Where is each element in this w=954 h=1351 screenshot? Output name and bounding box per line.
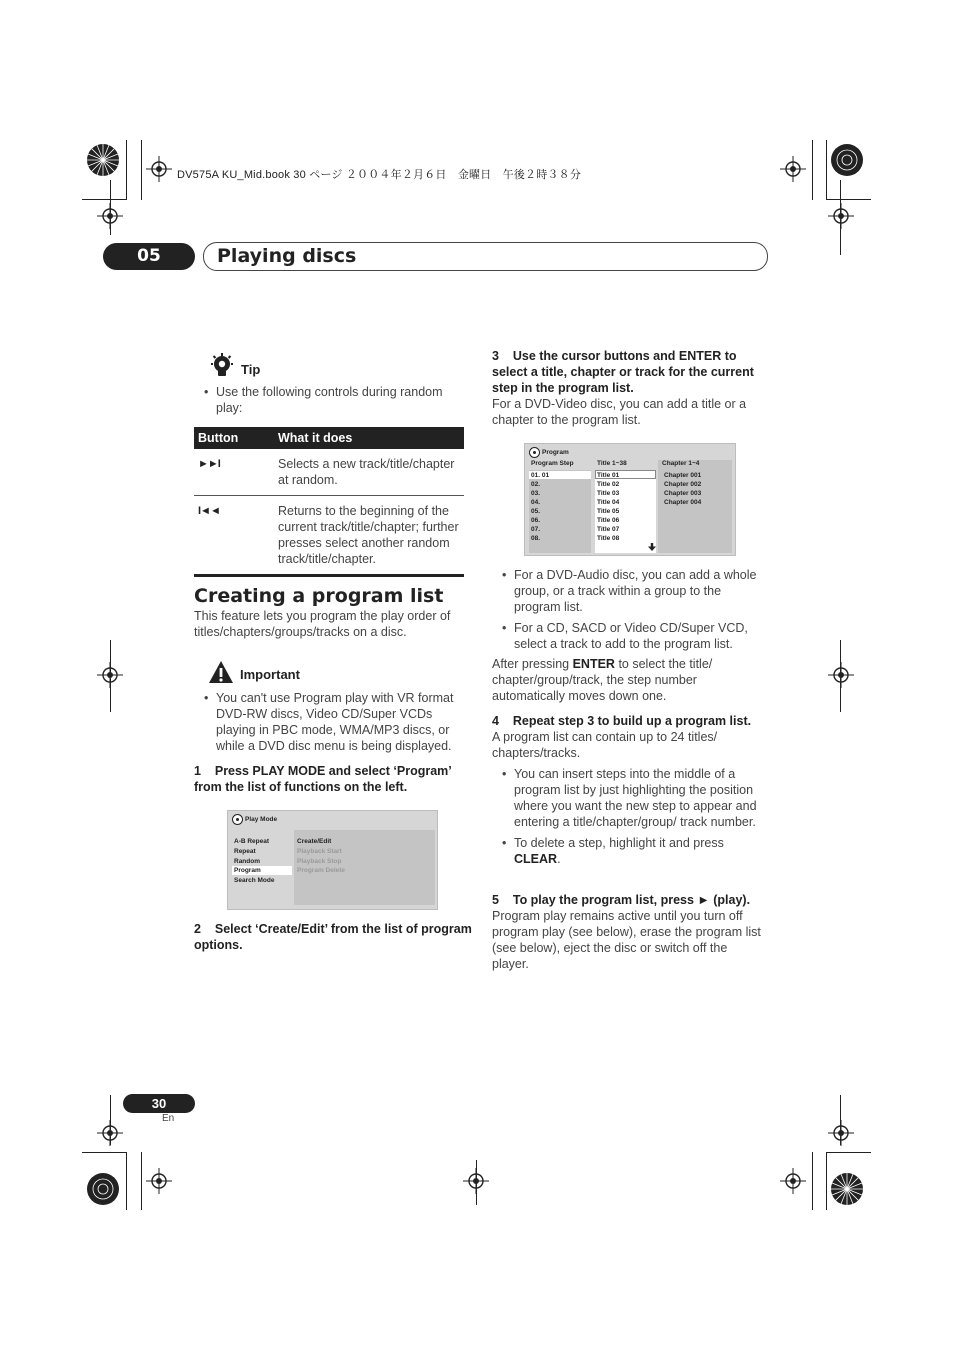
crosshair-icon [780,1168,806,1194]
table-header-button: Button [194,427,274,449]
random-controls-table [194,427,464,577]
program-step[interactable]: 03. [531,490,541,497]
step-number: 1 [194,764,201,778]
step-4 [492,713,772,729]
enter-key-label: ENTER [572,657,615,671]
title-item[interactable]: Title 08 [597,535,620,542]
tip-lightbulb-icon [209,353,235,379]
step-text: Press PLAY MODE and select ‘Program’ from the list of functions on the left. [194,764,452,794]
step-4-body: A program list can contain up to 24 titles/ chapters/tracks. [492,730,718,760]
disc-type-bullets [492,567,770,657]
program-step[interactable]: 07. [531,526,541,533]
crosshair-icon [97,662,123,688]
step-4-bullets [492,766,770,872]
clear-key-label: CLEAR [514,852,558,866]
step-5 [492,892,772,908]
step-number: 5 [492,893,499,907]
program-step[interactable]: 08. [531,535,541,542]
step-5-body: Program play remains active until you turn off program play (see below), erase the program list (see below), eject the disc or switch off the player. [492,909,761,971]
chapter-item[interactable]: Chapter 002 [664,481,702,488]
step-3 [492,348,767,396]
title-item[interactable]: Title 02 [597,481,620,488]
page-number: 30 [123,1094,195,1113]
language-code: En [162,1113,175,1124]
disc-icon [232,814,243,825]
previous-button-icon: I◄◄ [194,496,274,576]
program-screen [524,443,736,556]
crosshair-icon [97,203,123,229]
program-step[interactable]: 01. 01 [531,472,550,479]
step-number: 2 [194,922,201,936]
tip-list [194,384,469,421]
chapter-item[interactable]: Chapter 003 [664,490,702,497]
step-text: To play the program list, press ► (play). [512,893,751,907]
section-intro: This feature lets you program the play order of titles/chapters/groups/tracks on a disc. [194,609,451,639]
chapter-item[interactable]: Chapter 004 [664,499,702,506]
menu-item[interactable]: Random [234,858,260,865]
crosshair-icon [828,1120,854,1146]
menu-item[interactable]: Search Mode [234,877,275,884]
list-item: • For a CD, SACD or Video CD/Super VCD, select a track to add to the program list. [492,620,770,652]
chapter-number: 05 [103,243,195,270]
registration-sunburst-icon [830,1172,864,1206]
registration-sunburst-icon [86,143,120,177]
screen-title: Program [542,449,569,456]
chapter-title: Playing discs [217,245,357,267]
after-enter-text [492,656,767,704]
program-step[interactable]: 05. [531,508,541,515]
column-header: Chapter 1~4 [662,460,700,467]
crosshair-icon [780,156,806,182]
text-fragment: . [557,852,561,866]
crosshair-icon [97,1120,123,1146]
table-header-what: What it does [274,427,464,449]
program-step[interactable]: 04. [531,499,541,506]
title-item[interactable]: Title 07 [597,526,620,533]
program-step[interactable]: 06. [531,517,541,524]
list-item: • Use the following controls during random play: [194,384,469,416]
disc-icon [529,447,540,458]
scroll-down-arrow-icon [648,543,656,551]
menu-item-create-edit[interactable]: Create/Edit [297,838,332,845]
screen-title: Play Mode [245,816,278,823]
text-fragment: to select the title/ chapter/group/track, the step number automatically moves down one. [492,657,713,703]
next-button-icon: ►►I [194,449,274,496]
step-text: Repeat step 3 to build up a program list. [512,714,752,728]
title-item[interactable]: Title 04 [597,499,620,506]
chapter-title-bar [203,242,768,271]
list-item: • You can't use Program play with VR format DVD-RW discs, Video CD/Super VCDs playing in PBC mode, WMA/MP3 discs, or while a DVD disc menu is being displayed. [194,690,474,754]
table-row [194,449,464,496]
list-item: • You can insert steps into the middle of a program list by just highlighting the position where you want the new step to appear and entering a title/chapter/group/ track number. [492,766,770,830]
step-number: 3 [492,349,499,363]
registration-sunburst-icon [86,1172,120,1206]
crosshair-icon [146,156,172,182]
title-item[interactable]: Title 01 [597,472,620,479]
step-1 [194,763,474,795]
menu-item-program[interactable]: Program [234,867,261,874]
menu-item[interactable]: Repeat [234,848,256,855]
step-2 [194,921,474,953]
list-item [492,835,770,867]
crosshair-icon [828,662,854,688]
tip-label: Tip [241,362,261,377]
table-cell: Selects a new track/title/chapter at random. [274,449,464,496]
menu-item[interactable]: Playback Start [297,848,342,855]
step-3-body: For a DVD-Video disc, you can add a title or a chapter to the program list. [492,397,747,427]
step-number: 4 [492,714,499,728]
program-step[interactable]: 02. [531,481,541,488]
title-cursor [595,470,656,479]
menu-item[interactable]: A-B Repeat [234,838,270,845]
section-title: Creating a program list [194,585,444,607]
text-fragment: After pressing [492,657,573,671]
column-header: Program Step [531,460,574,467]
menu-item[interactable]: Program Delete [297,867,346,874]
menu-item[interactable]: Playback Stop [297,858,342,865]
crosshair-icon [463,1168,489,1194]
column-header: Title 1~38 [597,460,627,467]
title-item[interactable]: Title 03 [597,490,620,497]
crosshair-icon [146,1168,172,1194]
crosshair-icon [828,203,854,229]
important-list [194,690,474,759]
step-text: Select ‘Create/Edit’ from the list of program options. [194,922,472,952]
table-cell: Returns to the beginning of the current track/title/chapter; further presses select another random track/title/chapter. [274,496,464,576]
text-fragment: To delete a step, highlight it and press [514,836,724,850]
warning-icon [208,660,234,684]
title-item[interactable]: Title 05 [597,508,620,515]
list-item: • For a DVD-Audio disc, you can add a whole group, or a track within a group to the program list. [492,567,770,615]
important-label: Important [240,667,300,682]
print-header: DV575A KU_Mid.book 30 ページ ２００４年２月６日 金曜日 午後２時３８分 [177,169,582,181]
step-text: Use the cursor buttons and ENTER to select a title, chapter or track for the current step in the program list. [492,349,754,395]
table-row [194,496,464,576]
play-mode-screen [227,810,438,910]
registration-target-icon [830,143,864,177]
chapter-item[interactable]: Chapter 001 [664,472,702,479]
title-item[interactable]: Title 06 [597,517,620,524]
